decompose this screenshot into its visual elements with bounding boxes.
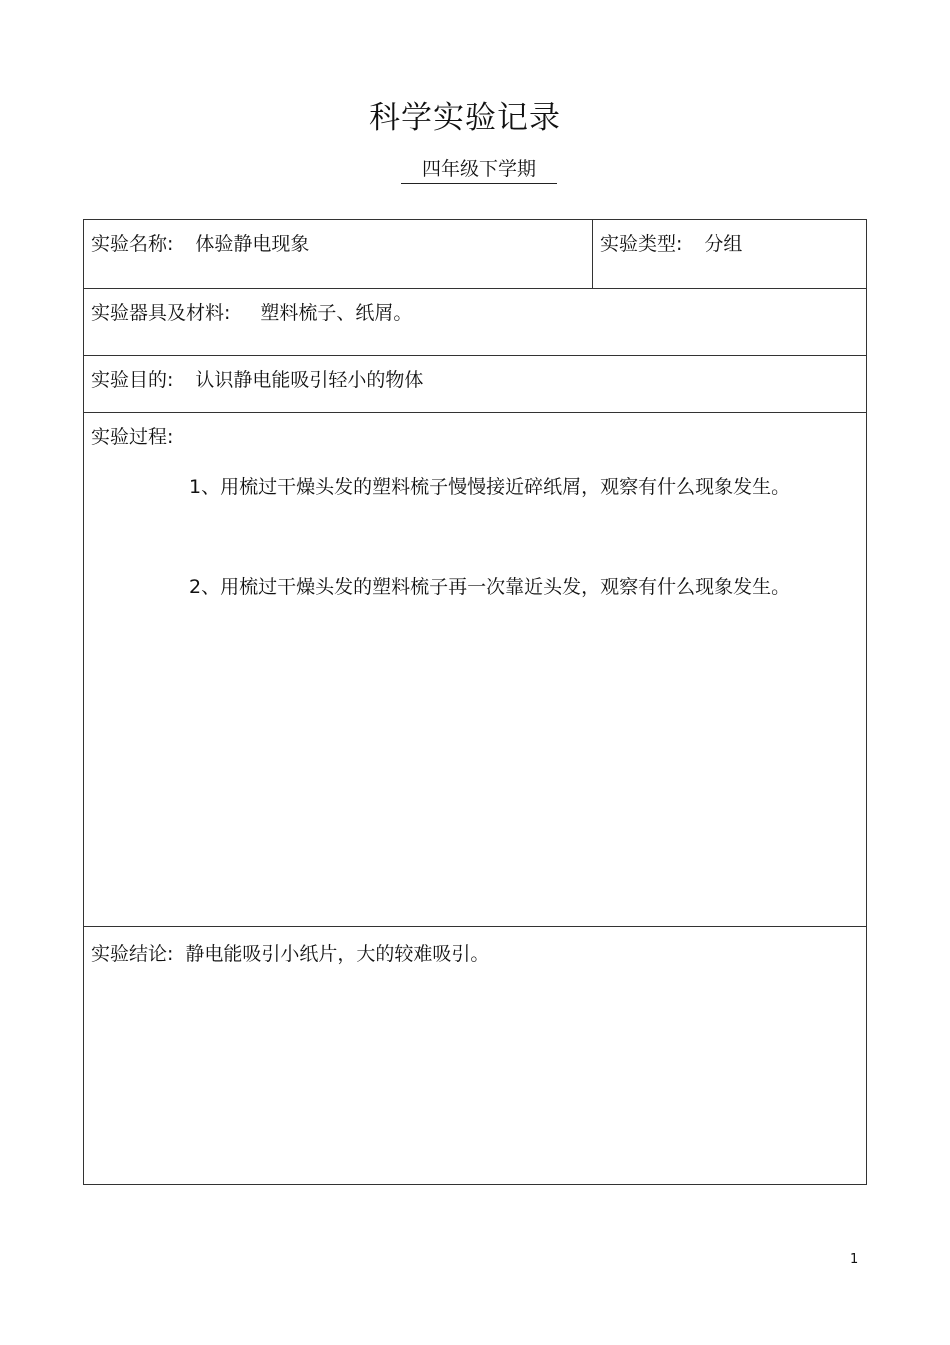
- purpose-cell: [91, 367, 423, 393]
- experiment-name-row: [84, 220, 866, 289]
- experiment-name-cell: [91, 231, 309, 257]
- column-divider: [592, 220, 593, 288]
- experiment-record-table: [83, 219, 867, 1185]
- conclusion-cell: [91, 941, 489, 967]
- purpose-row: [84, 356, 866, 413]
- experiment-name-value: 体验静电现象: [195, 233, 310, 255]
- process-row: [84, 413, 866, 927]
- page-number: 1: [850, 1252, 859, 1267]
- experiment-type-value: 分组: [704, 233, 743, 255]
- materials-label: 实验器具及材料:: [91, 302, 231, 324]
- materials-value: 塑料梳子、纸屑。: [260, 302, 413, 324]
- materials-cell: [91, 300, 412, 326]
- document-title: 科学实验记录: [369, 100, 561, 136]
- purpose-label: 实验目的:: [91, 369, 174, 391]
- process-step: 1、用梳过干燥头发的塑料梳子慢慢接近碎纸屑，观察有什么现象发生。: [189, 476, 791, 498]
- conclusion-row: [84, 927, 866, 1184]
- process-step: 2、用梳过干燥头发的塑料梳子再一次靠近头发，观察有什么现象发生。: [189, 576, 791, 598]
- experiment-type-cell: [600, 231, 742, 257]
- conclusion-label: 实验结论:: [91, 943, 174, 965]
- experiment-type-label: 实验类型:: [600, 233, 683, 255]
- experiment-name-label: 实验名称:: [91, 233, 174, 255]
- purpose-value: 认识静电能吸引轻小的物体: [195, 369, 424, 391]
- materials-row: [84, 289, 866, 356]
- process-label: 实验过程:: [91, 426, 174, 448]
- document-subtitle: 四年级下学期: [401, 156, 557, 184]
- conclusion-value: 静电能吸引小纸片，大的较难吸引。: [185, 943, 490, 965]
